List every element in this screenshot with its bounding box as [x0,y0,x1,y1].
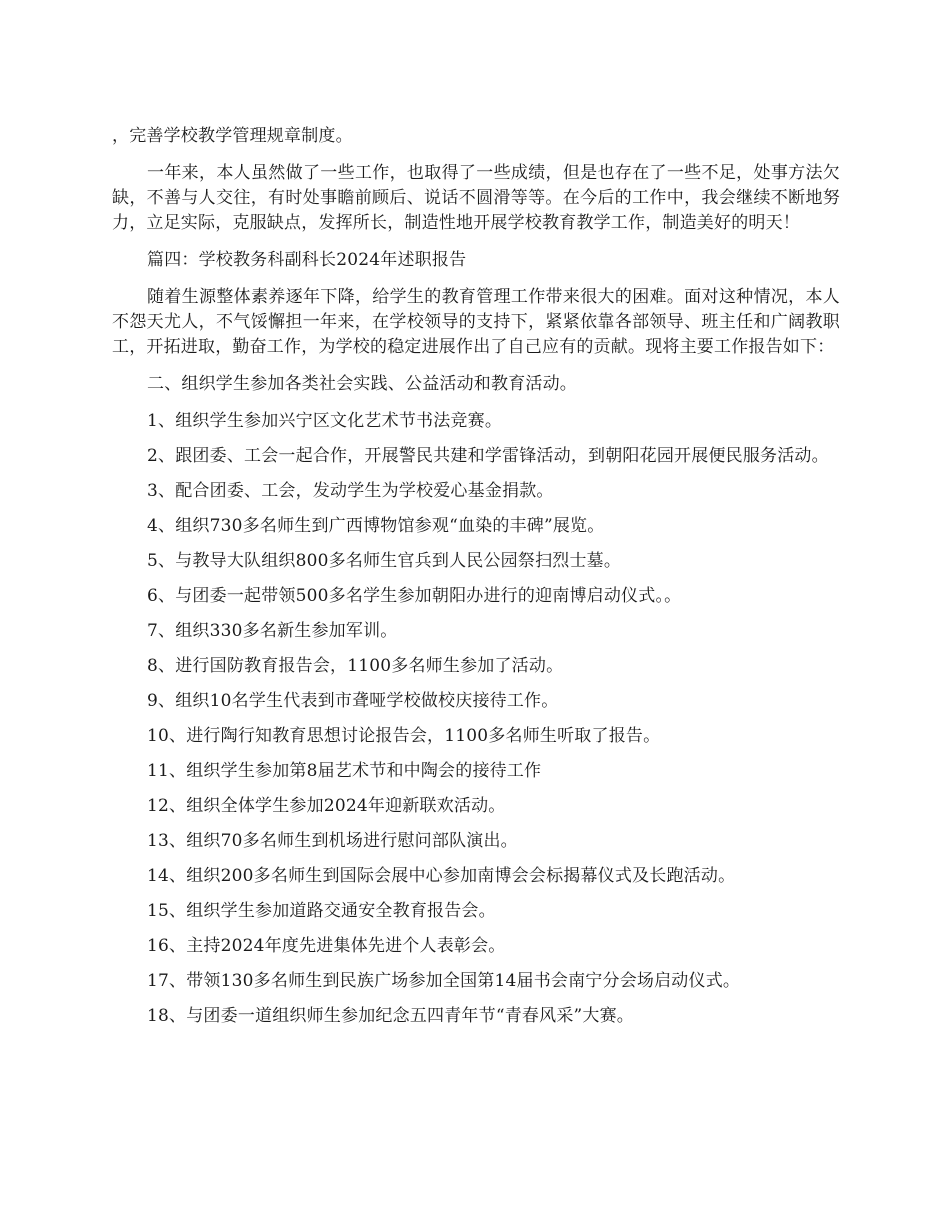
list-item: 10、进行陶行知教育思想讨论报告会，1100多名师生听取了报告。 [147,726,661,746]
section-intro-paragraph: 随着生源整体素养逐年下降，给学生的教育管理工作带来很大的困难。面对这种情况，本人不怨天尤人，不气馁懈担一年来，在学校领导的支持下，紧紧依靠各部领导、班主任和广阔教职工，开拓进取，勤奋工作，为学校的稳定进展作出了自己应有的贡献。现将主要工作报告如下： [112,287,840,357]
list-item: 6、与团委一起带领500多名学生参加朝阳办进行的迎南博启动仪式。。 [147,586,682,606]
list-item: 15、组织学生参加道路交通安全教育报告会。 [147,901,496,921]
list-item: 13、组织70多名师生到机场进行慰问部队演出。 [147,831,518,851]
list-item: 7、组织330多名新生参加军训。 [147,621,398,641]
list-item: 11、组织学生参加第8届艺术节和中陶会的接待工作 [147,761,542,781]
list-item: 18、与团委一道组织师生参加纪念五四青年节“青春风采”大赛。 [147,1006,635,1026]
list-item: 5、与教导大队组织800多名师生官兵到人民公园祭扫烈士墓。 [147,551,622,571]
list-item: 16、主持2024年度先进集体先进个人表彰会。 [147,936,506,956]
list-item: 2、跟团委、工会一起合作，开展警民共建和学雷锋活动，到朝阳花园开展便民服务活动。 [147,446,829,466]
list-item: 14、组织200多名师生到国际会展中心参加南博会会标揭幕仪式及长跑活动。 [147,866,736,886]
list-item: 1、组织学生参加兴宁区文化艺术节书法竞赛。 [147,411,503,431]
list-item: 9、组织10名学生代表到市聋哑学校做校庆接待工作。 [147,691,559,711]
list-item: 8、进行国防教育报告会，1100多名师生参加了活动。 [147,656,564,676]
list-item: 3、配合团委、工会，发动学生为学校爱心基金捐款。 [147,481,554,501]
list-item: 17、带领130多名师生到民族广场参加全国第14届书会南宁分会场启动仪式。 [147,971,741,991]
section-title: 篇四：学校教务科副科长2024年述职报告 [147,250,467,270]
document-body [112,124,840,1039]
subheading: 二、组织学生参加各类社会实践、公益活动和教育活动。 [147,374,577,394]
self-review-paragraph: 一年来，本人虽然做了一些工作，也取得了一些成绩，但是也存在了一些不足，处事方法欠缺，不善与人交往，有时处事瞻前顾后、说话不圆滑等等。在今后的工作中，我会继续不断地努力，立足实际，克服缺点，发挥所长，制造性地开展学校教育教学工作，制造美好的明天！ [112,163,840,233]
intro-tail-paragraph: ，完善学校教学管理规章制度。 [112,126,353,146]
list-item: 12、组织全体学生参加2024年迎新联欢活动。 [147,796,506,816]
list-item: 4、组织730多名师生到广西博物馆参观“血染的丰碑”展览。 [147,516,605,536]
